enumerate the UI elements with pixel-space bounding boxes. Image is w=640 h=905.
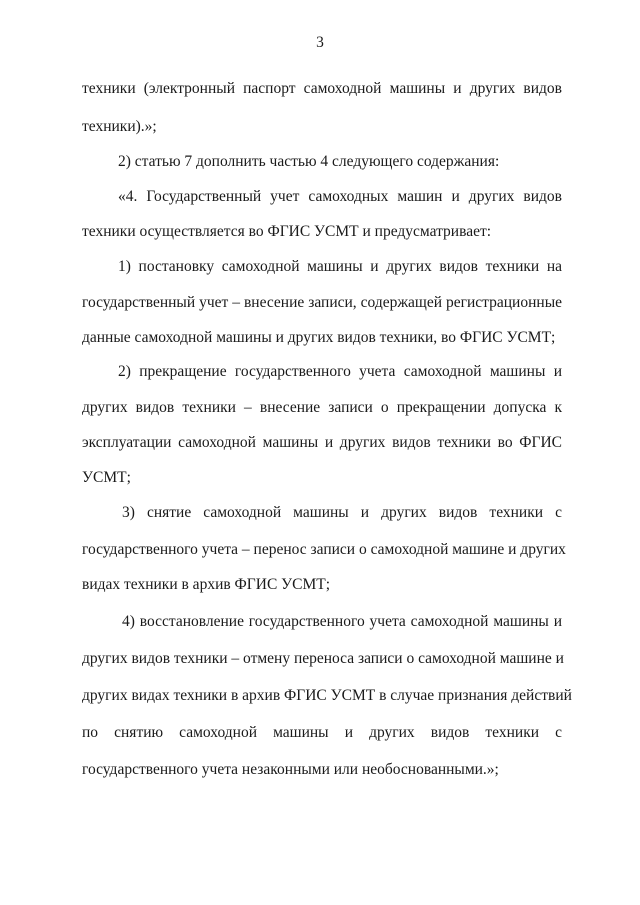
text-line: государственного учета – перенос записи о самоходной машине и других (82, 541, 566, 558)
text-line: техники (электронный паспорт самоходной машины и других видов (82, 80, 562, 97)
text-line: 3) снятие самоходной машины и других видов техники с (122, 504, 562, 521)
text-line: по снятию самоходной машины и других видов техники с (82, 724, 562, 741)
text-line: государственного учета незаконными или необоснованными.»; (82, 761, 499, 778)
text-line: 1) постановку самоходной машины и других видов техники на (118, 258, 562, 275)
text-line: «4. Государственный учет самоходных машин и других видов (118, 188, 562, 205)
text-line: УСМТ; (82, 469, 131, 486)
text-line: эксплуатации самоходной машины и других видов техники во ФГИС (82, 434, 562, 451)
text-line: государственный учет – внесение записи, содержащей регистрационные (82, 294, 562, 311)
text-line: 2) статью 7 дополнить частью 4 следующего содержания: (118, 153, 500, 170)
text-line: видах техники в архив ФГИС УСМТ; (82, 576, 331, 593)
text-line: техники осуществляется во ФГИС УСМТ и предусматривает: (82, 223, 492, 240)
text-line: 2) прекращение государственного учета самоходной машины и (118, 363, 562, 380)
text-line: других видов техники – внесение записи о прекращении допуска к (82, 399, 562, 416)
page-number: 3 (316, 34, 324, 51)
text-line: 4) восстановление государственного учета самоходной машины и (122, 613, 562, 630)
text-line: других видов техники – отмену переноса записи о самоходной машине и (82, 650, 564, 667)
text-line: других видах техники в архив ФГИС УСМТ в случае признания действий (82, 687, 572, 704)
text-line: данные самоходной машины и других видов техники, во ФГИС УСМТ; (82, 329, 556, 346)
text-line: техники).»; (82, 118, 157, 135)
